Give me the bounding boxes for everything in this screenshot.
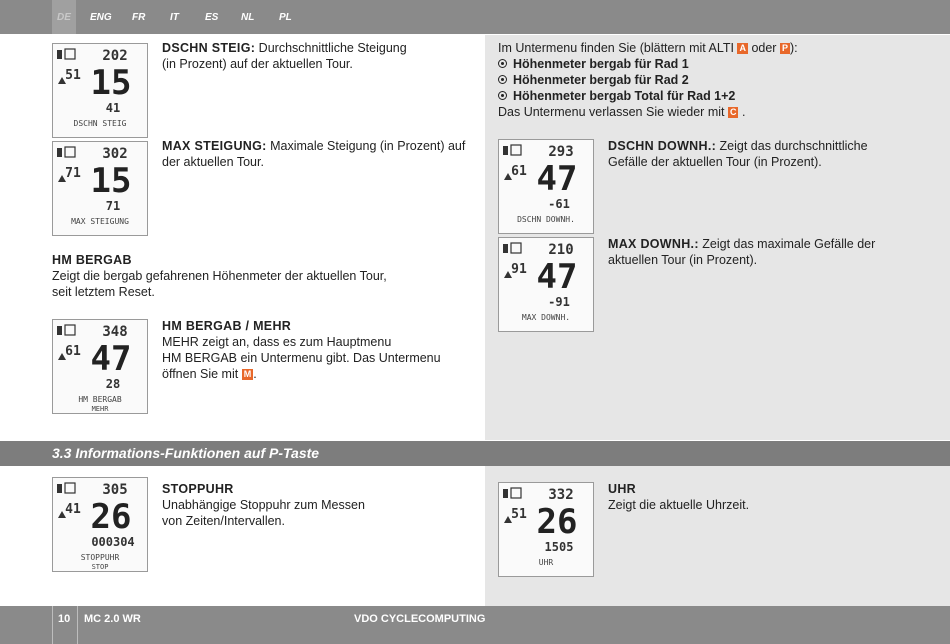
- lcd-sub-value: 28: [105, 377, 121, 391]
- lcd-display: [53, 478, 147, 571]
- lcd-sub-value: 1505: [544, 540, 574, 554]
- sensor-icon: [65, 325, 75, 335]
- max-downh-desc1: Zeigt das maximale Gefälle der: [702, 237, 876, 251]
- lcd-top-value: 210: [548, 242, 574, 258]
- lcd-left-value: 71: [65, 166, 81, 181]
- lcd-left-value: 61: [65, 344, 81, 359]
- uhr-text: [608, 481, 938, 513]
- dschn-steig-desc2: (in Prozent) auf der aktuellen Tour.: [162, 57, 353, 71]
- submenu-item-2: Höhenmeter bergab für Rad 2: [513, 73, 689, 87]
- max-downh-desc2: aktuellen Tour (in Prozent).: [608, 253, 758, 267]
- sensor-icon: [511, 488, 521, 498]
- stoppuhr-desc1: Unabhängige Stoppuhr zum Messen: [162, 498, 365, 512]
- max-steigung-title: MAX STEIGUNG:: [162, 139, 267, 153]
- submenu-item-3: Höhenmeter bergab Total für Rad 1+2: [513, 89, 736, 103]
- lcd-stoppuhr: [52, 477, 148, 572]
- section-title: 3.3 Informations-Funktionen auf P-Taste: [52, 445, 320, 461]
- footer-divider: [52, 606, 53, 644]
- lcd-big-value: 15: [90, 63, 132, 103]
- lcd-label: UHR: [538, 558, 554, 567]
- max-steigung-text: [162, 138, 482, 170]
- footer-model: MC 2.0 WR: [84, 613, 141, 625]
- dschn-downh-desc1: Zeigt das durchschnittliche: [719, 139, 868, 153]
- hm-bergab-mehr-desc1: MEHR zeigt an, dass es zum Hauptmenu: [162, 335, 392, 349]
- lcd-top-value: 293: [548, 144, 574, 160]
- lcd-sub-value: -91: [548, 295, 570, 309]
- lcd-left-value: 51: [511, 507, 527, 522]
- lcd-big-value: 47: [90, 339, 132, 379]
- submenu-item-1: Höhenmeter bergab für Rad 1: [513, 57, 689, 71]
- sensor-icon: [65, 147, 75, 157]
- key-c-icon: C: [729, 107, 737, 117]
- lcd-left-value: 51: [65, 68, 81, 83]
- footer-bar: [0, 606, 950, 644]
- lcd-sub-value: 71: [105, 199, 121, 213]
- lcd-top-value: 332: [548, 487, 574, 503]
- lcd-sub-value: -61: [548, 197, 570, 211]
- lang-nl[interactable]: NL: [241, 12, 255, 23]
- sensor-icon: [65, 49, 75, 59]
- battery-icon: [503, 146, 508, 155]
- lcd-sub-value: 000304: [91, 535, 135, 549]
- lcd-left-value: 61: [511, 164, 527, 179]
- lcd-label: DSCHN DOWNH.: [517, 215, 575, 224]
- lcd-big-value: 47: [536, 159, 578, 199]
- lang-es[interactable]: ES: [205, 12, 219, 23]
- submenu-close: ):: [789, 41, 798, 55]
- submenu-oder: oder: [751, 41, 777, 55]
- lcd-display: [53, 320, 147, 413]
- lcd-label: HM BERGAB: [78, 395, 122, 404]
- lcd-display: [499, 238, 593, 331]
- submenu-leave: Das Untermenu verlassen Sie wieder mit: [498, 105, 725, 119]
- lcd-big-value: 15: [90, 161, 132, 201]
- lcd-display: [499, 483, 593, 576]
- dschn-steig-desc1: Durchschnittliche Steigung: [258, 41, 407, 55]
- sensor-icon: [511, 243, 521, 253]
- lcd-display: [499, 140, 593, 233]
- key-p-icon: P: [781, 43, 788, 53]
- lcd-label-secondary: MEHR: [91, 405, 109, 413]
- dschn-steig-title: DSCHN STEIG:: [162, 41, 256, 55]
- lcd-display: [53, 142, 147, 235]
- battery-icon: [57, 326, 62, 335]
- lang-fr[interactable]: FR: [132, 12, 146, 23]
- hm-bergab-mehr-desc2: HM BERGAB ein Untermenu gibt. Das Untermenu: [162, 351, 441, 365]
- hm-bergab-desc1: Zeigt die bergab gefahrenen Höhenmeter der aktuellen Tour,: [52, 269, 387, 283]
- lcd-label: DSCHN STEIG: [73, 119, 127, 128]
- battery-icon: [503, 489, 508, 498]
- hm-bergab-title: HM BERGAB: [52, 253, 132, 267]
- stoppuhr-desc2: von Zeiten/Intervallen.: [162, 514, 285, 528]
- page-number: 10: [58, 613, 71, 625]
- lcd-label: MAX STEIGUNG: [71, 217, 129, 226]
- max-steigung-desc1: Maximale Steigung (in Prozent) auf: [270, 139, 466, 153]
- lcd-label: MAX DOWNH.: [521, 313, 571, 322]
- stoppuhr-title: STOPPUHR: [162, 482, 234, 496]
- lcd-top-value: 202: [102, 48, 128, 64]
- lcd-big-value: 47: [536, 257, 578, 297]
- hm-bergab-desc2: seit letztem Reset.: [52, 285, 155, 299]
- submenu-intro: Im Untermenu finden Sie (blättern mit ALTI: [498, 41, 734, 55]
- lcd-max-steigung: [52, 141, 148, 236]
- lcd-dschn-downh: [498, 139, 594, 234]
- submenu-text: Im Untermenu finden Sie (blättern mit ALTI A oder P ): Höhenmeter bergab für Rad 1 Höhenmeter bergab für Rad 2 Höhenmeter bergab Total für Rad 1+2 Das Untermenu verlassen Sie wieder mit C .: [498, 41, 798, 119]
- lcd-display: [53, 44, 147, 137]
- lang-eng[interactable]: ENG: [90, 12, 112, 23]
- lcd-left-value: 91: [511, 262, 527, 277]
- max-downh-title: MAX DOWNH.:: [608, 237, 699, 251]
- max-steigung-desc2: der aktuellen Tour.: [162, 155, 264, 169]
- top-divider: [0, 34, 950, 35]
- battery-icon: [503, 244, 508, 253]
- battery-icon: [57, 148, 62, 157]
- lcd-dschn-steig: [52, 43, 148, 138]
- sensor-icon: [511, 145, 521, 155]
- battery-icon: [57, 50, 62, 59]
- max-downh-text: [608, 236, 938, 268]
- bullet-icon: [498, 59, 507, 68]
- hm-bergab-mehr-desc3: öffnen Sie mit: [162, 367, 239, 381]
- battery-icon: [57, 484, 62, 493]
- hm-bergab-mehr-text: HM BERGAB / MEHR MEHR zeigt an, dass es zum Hauptmenu HM BERGAB ein Untermenu gibt. Das Untermenu öffnen Sie mit M .: [162, 319, 441, 381]
- lcd-max-downh: [498, 237, 594, 332]
- lcd-top-value: 348: [102, 324, 128, 340]
- lcd-left-value: 41: [65, 502, 81, 517]
- key-m-icon: M: [243, 369, 252, 379]
- lcd-hm-bergab-mehr: [52, 319, 148, 414]
- lcd-top-value: 305: [102, 482, 128, 498]
- bullet-icon: [498, 75, 507, 84]
- dschn-steig-text: [162, 40, 482, 72]
- dschn-downh-text: [608, 138, 938, 170]
- key-a-icon: A: [739, 43, 746, 53]
- lang-it[interactable]: IT: [170, 12, 179, 23]
- uhr-title: UHR: [608, 482, 636, 496]
- dschn-downh-desc2: Gefälle der aktuellen Tour (in Prozent).: [608, 155, 822, 169]
- bullet-icon: [498, 91, 507, 100]
- lang-de[interactable]: DE: [57, 12, 71, 23]
- dschn-downh-title: DSCHN DOWNH.:: [608, 139, 717, 153]
- lcd-uhr: [498, 482, 594, 577]
- hm-bergab-text: [52, 252, 472, 300]
- lcd-sub-value: 41: [105, 101, 121, 115]
- lcd-label-secondary: STOP: [91, 563, 109, 571]
- uhr-desc1: Zeigt die aktuelle Uhrzeit.: [608, 498, 750, 512]
- footer-divider: [77, 606, 78, 644]
- hm-bergab-mehr-title: HM BERGAB / MEHR: [162, 319, 292, 333]
- lcd-label: STOPPUHR: [80, 553, 120, 562]
- lcd-top-value: 302: [102, 146, 128, 162]
- lcd-big-value: 26: [90, 497, 132, 537]
- lang-pl[interactable]: PL: [279, 12, 292, 23]
- lcd-big-value: 26: [536, 502, 578, 542]
- stoppuhr-text: [162, 481, 482, 529]
- footer-brand: VDO CYCLECOMPUTING: [354, 613, 486, 625]
- sensor-icon: [65, 483, 75, 493]
